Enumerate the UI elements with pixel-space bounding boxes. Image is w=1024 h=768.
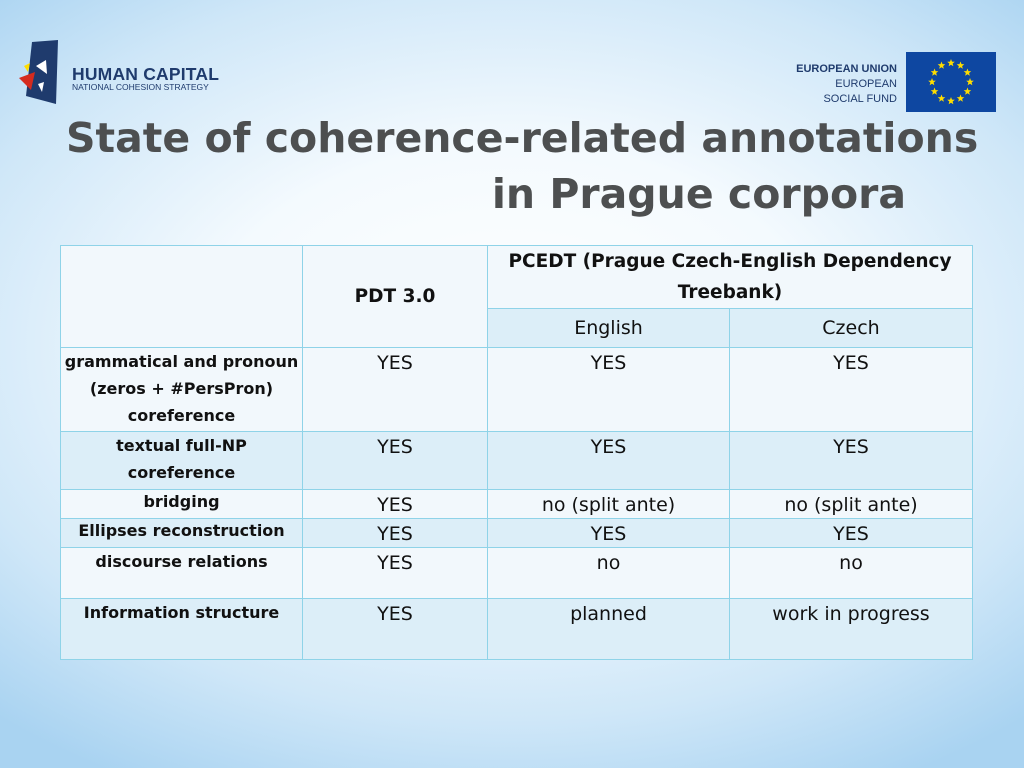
table-row [61,599,973,660]
eu-line-3: SOCIAL FUND [823,93,897,105]
row-label: bridging [61,490,303,519]
header-pcedt: PCEDT (Prague Czech-English Dependency Treebank) [488,246,973,309]
header-czech: Czech [730,309,973,348]
cell-czech: YES [730,519,973,548]
cell-pdt: YES [303,348,488,432]
cell-english: YES [488,348,730,432]
eu-line-1: EUROPEAN UNION [796,63,897,75]
header-empty-cell [61,246,303,348]
table-row [61,490,973,519]
cell-pdt: YES [303,519,488,548]
row-label: textual full-NP coreference [61,432,303,490]
cell-czech: YES [730,348,973,432]
cell-english: planned [488,599,730,660]
cell-pdt: YES [303,432,488,490]
eu-line-2: EUROPEAN [835,78,897,90]
slide-title-line-1: State of coherence-related annotations [66,114,979,162]
table-header-row [61,246,973,309]
cell-pdt: YES [303,599,488,660]
human-capital-title: HUMAN CAPITAL [72,64,220,84]
cell-english: no [488,548,730,599]
row-label: Ellipses reconstruction [61,519,303,548]
row-label: discourse relations [61,548,303,599]
table-row [61,548,973,599]
human-capital-subtitle: NATIONAL COHESION STRATEGY [72,82,209,92]
annotation-table [60,245,973,660]
header-pdt: PDT 3.0 [303,246,488,348]
human-capital-emblem-icon [16,38,62,108]
eu-flag-icon [906,52,996,112]
cell-pdt: YES [303,548,488,599]
slide-title-line-2: in Prague corpora [491,170,906,218]
header-english: English [488,309,730,348]
cell-english: no (split ante) [488,490,730,519]
cell-czech: no [730,548,973,599]
row-label: Information structure [61,599,303,660]
eu-logo-text [740,62,897,107]
row-label: grammatical and pronoun (zeros + #PersPron) coreference [61,348,303,432]
cell-english: YES [488,432,730,490]
cell-czech: no (split ante) [730,490,973,519]
cell-czech: work in progress [730,599,973,660]
table-row [61,432,973,490]
cell-pdt: YES [303,490,488,519]
table-row [61,348,973,432]
cell-english: YES [488,519,730,548]
human-capital-logo [16,38,256,108]
table-row [61,519,973,548]
cell-czech: YES [730,432,973,490]
